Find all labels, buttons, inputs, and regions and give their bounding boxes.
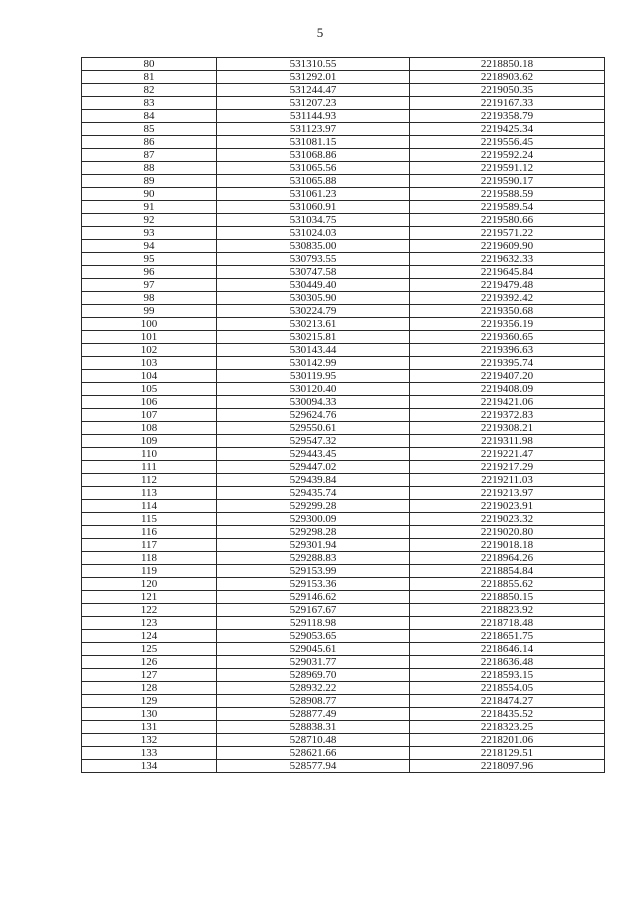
y-coordinate-cell: 2218718.48 xyxy=(410,617,605,630)
table-row xyxy=(82,565,605,578)
point-number-cell: 123 xyxy=(82,617,217,630)
point-number-cell: 133 xyxy=(82,747,217,760)
point-number-cell: 117 xyxy=(82,539,217,552)
y-coordinate-cell: 2218554.05 xyxy=(410,682,605,695)
table-row xyxy=(82,175,605,188)
x-coordinate-cell: 531310.55 xyxy=(217,58,410,71)
x-coordinate-cell: 531024.03 xyxy=(217,227,410,240)
y-coordinate-cell: 2219592.24 xyxy=(410,149,605,162)
table-row xyxy=(82,721,605,734)
table-row xyxy=(82,526,605,539)
point-number-cell: 128 xyxy=(82,682,217,695)
x-coordinate-cell: 530793.55 xyxy=(217,253,410,266)
x-coordinate-cell: 530835.00 xyxy=(217,240,410,253)
point-number-cell: 100 xyxy=(82,318,217,331)
table-row xyxy=(82,136,605,149)
table-row xyxy=(82,227,605,240)
y-coordinate-cell: 2219050.35 xyxy=(410,84,605,97)
y-coordinate-cell: 2219408.09 xyxy=(410,383,605,396)
y-coordinate-cell: 2219358.79 xyxy=(410,110,605,123)
point-number-cell: 127 xyxy=(82,669,217,682)
y-coordinate-cell: 2219167.33 xyxy=(410,97,605,110)
point-number-cell: 106 xyxy=(82,396,217,409)
point-number-cell: 122 xyxy=(82,604,217,617)
point-number-cell: 129 xyxy=(82,695,217,708)
x-coordinate-cell: 529439.84 xyxy=(217,474,410,487)
x-coordinate-cell: 529301.94 xyxy=(217,539,410,552)
x-coordinate-cell: 528969.70 xyxy=(217,669,410,682)
table-row xyxy=(82,305,605,318)
x-coordinate-cell: 529146.62 xyxy=(217,591,410,604)
x-coordinate-cell: 528577.94 xyxy=(217,760,410,773)
y-coordinate-cell: 2218201.06 xyxy=(410,734,605,747)
point-number-cell: 130 xyxy=(82,708,217,721)
y-coordinate-cell: 2219588.59 xyxy=(410,188,605,201)
point-number-cell: 101 xyxy=(82,331,217,344)
table-row xyxy=(82,344,605,357)
point-number-cell: 93 xyxy=(82,227,217,240)
point-number-cell: 111 xyxy=(82,461,217,474)
x-coordinate-cell: 529167.67 xyxy=(217,604,410,617)
y-coordinate-cell: 2219350.68 xyxy=(410,305,605,318)
x-coordinate-cell: 531123.97 xyxy=(217,123,410,136)
x-coordinate-cell: 530213.61 xyxy=(217,318,410,331)
point-number-cell: 125 xyxy=(82,643,217,656)
point-number-cell: 91 xyxy=(82,201,217,214)
point-number-cell: 134 xyxy=(82,760,217,773)
y-coordinate-cell: 2219556.45 xyxy=(410,136,605,149)
x-coordinate-cell: 528877.49 xyxy=(217,708,410,721)
y-coordinate-cell: 2219221.47 xyxy=(410,448,605,461)
y-coordinate-cell: 2219356.19 xyxy=(410,318,605,331)
table-row xyxy=(82,552,605,565)
x-coordinate-cell: 531207.23 xyxy=(217,97,410,110)
table-row xyxy=(82,539,605,552)
table-row xyxy=(82,331,605,344)
x-coordinate-cell: 529550.61 xyxy=(217,422,410,435)
point-number-cell: 131 xyxy=(82,721,217,734)
table-row xyxy=(82,448,605,461)
x-coordinate-cell: 531065.56 xyxy=(217,162,410,175)
table-row xyxy=(82,708,605,721)
x-coordinate-cell: 529153.36 xyxy=(217,578,410,591)
x-coordinate-cell: 531244.47 xyxy=(217,84,410,97)
y-coordinate-cell: 2219590.17 xyxy=(410,175,605,188)
point-number-cell: 113 xyxy=(82,487,217,500)
y-coordinate-cell: 2219023.32 xyxy=(410,513,605,526)
x-coordinate-cell: 530119.95 xyxy=(217,370,410,383)
y-coordinate-cell: 2219217.29 xyxy=(410,461,605,474)
x-coordinate-cell: 531292.01 xyxy=(217,71,410,84)
table-row xyxy=(82,201,605,214)
table-row xyxy=(82,253,605,266)
y-coordinate-cell: 2219571.22 xyxy=(410,227,605,240)
y-coordinate-cell: 2219211.03 xyxy=(410,474,605,487)
table-row xyxy=(82,604,605,617)
table-row xyxy=(82,513,605,526)
y-coordinate-cell: 2218964.26 xyxy=(410,552,605,565)
x-coordinate-cell: 529624.76 xyxy=(217,409,410,422)
point-number-cell: 108 xyxy=(82,422,217,435)
table-row xyxy=(82,669,605,682)
point-number-cell: 92 xyxy=(82,214,217,227)
x-coordinate-cell: 529299.28 xyxy=(217,500,410,513)
y-coordinate-cell: 2218903.62 xyxy=(410,71,605,84)
y-coordinate-cell: 2218097.96 xyxy=(410,760,605,773)
y-coordinate-cell: 2219407.20 xyxy=(410,370,605,383)
x-coordinate-cell: 528908.77 xyxy=(217,695,410,708)
x-coordinate-cell: 530143.44 xyxy=(217,344,410,357)
table-row xyxy=(82,695,605,708)
table-row xyxy=(82,84,605,97)
x-coordinate-cell: 529300.09 xyxy=(217,513,410,526)
point-number-cell: 103 xyxy=(82,357,217,370)
y-coordinate-cell: 2219645.84 xyxy=(410,266,605,279)
y-coordinate-cell: 2218593.15 xyxy=(410,669,605,682)
table-row xyxy=(82,149,605,162)
point-number-cell: 95 xyxy=(82,253,217,266)
table-row xyxy=(82,682,605,695)
y-coordinate-cell: 2219591.12 xyxy=(410,162,605,175)
x-coordinate-cell: 529298.28 xyxy=(217,526,410,539)
x-coordinate-cell: 530747.58 xyxy=(217,266,410,279)
x-coordinate-cell: 530305.90 xyxy=(217,292,410,305)
coordinates-table-body xyxy=(82,58,605,773)
point-number-cell: 132 xyxy=(82,734,217,747)
y-coordinate-cell: 2219632.33 xyxy=(410,253,605,266)
table-row xyxy=(82,760,605,773)
x-coordinate-cell: 528710.48 xyxy=(217,734,410,747)
point-number-cell: 80 xyxy=(82,58,217,71)
point-number-cell: 96 xyxy=(82,266,217,279)
x-coordinate-cell: 529443.45 xyxy=(217,448,410,461)
x-coordinate-cell: 531061.23 xyxy=(217,188,410,201)
point-number-cell: 102 xyxy=(82,344,217,357)
table-row xyxy=(82,591,605,604)
x-coordinate-cell: 529547.32 xyxy=(217,435,410,448)
table-row xyxy=(82,734,605,747)
point-number-cell: 83 xyxy=(82,97,217,110)
table-row xyxy=(82,370,605,383)
x-coordinate-cell: 531068.86 xyxy=(217,149,410,162)
y-coordinate-cell: 2218646.14 xyxy=(410,643,605,656)
y-coordinate-cell: 2218850.18 xyxy=(410,58,605,71)
point-number-cell: 112 xyxy=(82,474,217,487)
point-number-cell: 124 xyxy=(82,630,217,643)
x-coordinate-cell: 530094.33 xyxy=(217,396,410,409)
x-coordinate-cell: 529053.65 xyxy=(217,630,410,643)
table-row xyxy=(82,318,605,331)
x-coordinate-cell: 528838.31 xyxy=(217,721,410,734)
table-row xyxy=(82,435,605,448)
point-number-cell: 104 xyxy=(82,370,217,383)
x-coordinate-cell: 530120.40 xyxy=(217,383,410,396)
table-row xyxy=(82,630,605,643)
x-coordinate-cell: 529045.61 xyxy=(217,643,410,656)
table-row xyxy=(82,656,605,669)
y-coordinate-cell: 2219372.83 xyxy=(410,409,605,422)
point-number-cell: 116 xyxy=(82,526,217,539)
table-row xyxy=(82,461,605,474)
table-row xyxy=(82,71,605,84)
table-row xyxy=(82,188,605,201)
y-coordinate-cell: 2219580.66 xyxy=(410,214,605,227)
table-row xyxy=(82,97,605,110)
page-number: 5 xyxy=(316,25,324,40)
x-coordinate-cell: 530224.79 xyxy=(217,305,410,318)
y-coordinate-cell: 2219213.97 xyxy=(410,487,605,500)
x-coordinate-cell: 529435.74 xyxy=(217,487,410,500)
y-coordinate-cell: 2219311.98 xyxy=(410,435,605,448)
point-number-cell: 105 xyxy=(82,383,217,396)
x-coordinate-cell: 531081.15 xyxy=(217,136,410,149)
table-row xyxy=(82,357,605,370)
y-coordinate-cell: 2219308.21 xyxy=(410,422,605,435)
table-row xyxy=(82,292,605,305)
point-number-cell: 82 xyxy=(82,84,217,97)
point-number-cell: 98 xyxy=(82,292,217,305)
y-coordinate-cell: 2218823.92 xyxy=(410,604,605,617)
x-coordinate-cell: 530215.81 xyxy=(217,331,410,344)
x-coordinate-cell: 530142.99 xyxy=(217,357,410,370)
y-coordinate-cell: 2218651.75 xyxy=(410,630,605,643)
point-number-cell: 109 xyxy=(82,435,217,448)
x-coordinate-cell: 530449.40 xyxy=(217,279,410,292)
y-coordinate-cell: 2219020.80 xyxy=(410,526,605,539)
x-coordinate-cell: 529153.99 xyxy=(217,565,410,578)
table-row xyxy=(82,643,605,656)
table-row xyxy=(82,383,605,396)
table-row xyxy=(82,617,605,630)
y-coordinate-cell: 2219360.65 xyxy=(410,331,605,344)
point-number-cell: 115 xyxy=(82,513,217,526)
x-coordinate-cell: 529288.83 xyxy=(217,552,410,565)
point-number-cell: 107 xyxy=(82,409,217,422)
table-row xyxy=(82,396,605,409)
x-coordinate-cell: 529031.77 xyxy=(217,656,410,669)
point-number-cell: 85 xyxy=(82,123,217,136)
table-row xyxy=(82,214,605,227)
table-row xyxy=(82,422,605,435)
y-coordinate-cell: 2219023.91 xyxy=(410,500,605,513)
point-number-cell: 88 xyxy=(82,162,217,175)
table-row xyxy=(82,487,605,500)
point-number-cell: 99 xyxy=(82,305,217,318)
point-number-cell: 86 xyxy=(82,136,217,149)
table-row xyxy=(82,110,605,123)
y-coordinate-cell: 2219395.74 xyxy=(410,357,605,370)
y-coordinate-cell: 2218129.51 xyxy=(410,747,605,760)
point-number-cell: 118 xyxy=(82,552,217,565)
y-coordinate-cell: 2219479.48 xyxy=(410,279,605,292)
x-coordinate-cell: 531144.93 xyxy=(217,110,410,123)
table-row xyxy=(82,747,605,760)
table-row xyxy=(82,240,605,253)
point-number-cell: 114 xyxy=(82,500,217,513)
table-row xyxy=(82,123,605,136)
table-row xyxy=(82,474,605,487)
y-coordinate-cell: 2219589.54 xyxy=(410,201,605,214)
x-coordinate-cell: 528932.22 xyxy=(217,682,410,695)
y-coordinate-cell: 2218855.62 xyxy=(410,578,605,591)
x-coordinate-cell: 529447.02 xyxy=(217,461,410,474)
y-coordinate-cell: 2219392.42 xyxy=(410,292,605,305)
y-coordinate-cell: 2218435.52 xyxy=(410,708,605,721)
x-coordinate-cell: 529118.98 xyxy=(217,617,410,630)
y-coordinate-cell: 2218323.25 xyxy=(410,721,605,734)
table-row xyxy=(82,578,605,591)
point-number-cell: 84 xyxy=(82,110,217,123)
point-number-cell: 120 xyxy=(82,578,217,591)
x-coordinate-cell: 528621.66 xyxy=(217,747,410,760)
x-coordinate-cell: 531034.75 xyxy=(217,214,410,227)
point-number-cell: 87 xyxy=(82,149,217,162)
point-number-cell: 90 xyxy=(82,188,217,201)
point-number-cell: 89 xyxy=(82,175,217,188)
x-coordinate-cell: 531065.88 xyxy=(217,175,410,188)
point-number-cell: 121 xyxy=(82,591,217,604)
y-coordinate-cell: 2219396.63 xyxy=(410,344,605,357)
table-row xyxy=(82,279,605,292)
point-number-cell: 81 xyxy=(82,71,217,84)
x-coordinate-cell: 531060.91 xyxy=(217,201,410,214)
point-number-cell: 126 xyxy=(82,656,217,669)
table-row xyxy=(82,162,605,175)
point-number-cell: 94 xyxy=(82,240,217,253)
point-number-cell: 97 xyxy=(82,279,217,292)
y-coordinate-cell: 2218474.27 xyxy=(410,695,605,708)
y-coordinate-cell: 2218854.84 xyxy=(410,565,605,578)
y-coordinate-cell: 2218850.15 xyxy=(410,591,605,604)
table-row xyxy=(82,409,605,422)
table-row xyxy=(82,266,605,279)
coordinates-table xyxy=(81,57,605,773)
table-row xyxy=(82,58,605,71)
y-coordinate-cell: 2219421.06 xyxy=(410,396,605,409)
y-coordinate-cell: 2219425.34 xyxy=(410,123,605,136)
point-number-cell: 110 xyxy=(82,448,217,461)
y-coordinate-cell: 2219018.18 xyxy=(410,539,605,552)
y-coordinate-cell: 2219609.90 xyxy=(410,240,605,253)
y-coordinate-cell: 2218636.48 xyxy=(410,656,605,669)
point-number-cell: 119 xyxy=(82,565,217,578)
table-row xyxy=(82,500,605,513)
